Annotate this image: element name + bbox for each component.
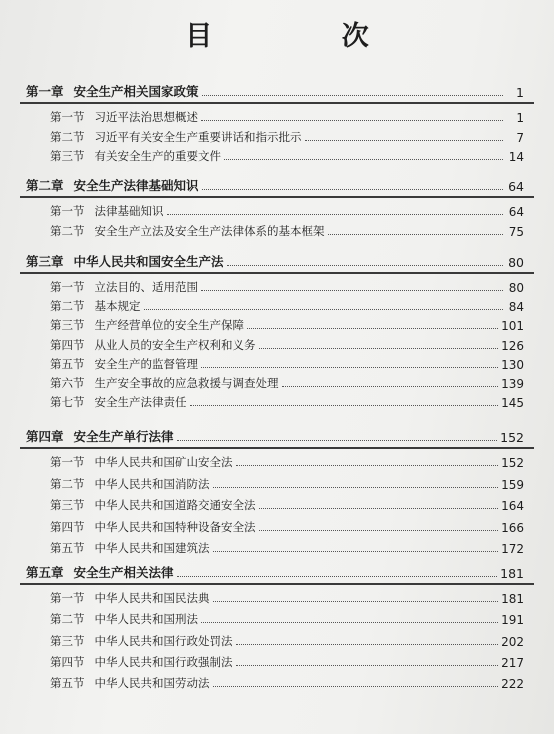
page-number: 152 <box>501 456 524 470</box>
page-number: 164 <box>501 499 524 513</box>
dot-leader <box>177 576 498 577</box>
dot-leader <box>328 234 504 235</box>
section-number: 第二节 <box>50 223 85 238</box>
section-title: 法律基础知识 <box>94 204 164 218</box>
section-number: 第七节 <box>50 395 85 410</box>
section-entry <box>50 336 524 353</box>
page-number: 191 <box>501 613 524 628</box>
section-entry <box>50 453 524 470</box>
section-entry <box>50 589 524 606</box>
section-title: 中华人民共和国矿山安全法 <box>94 455 233 469</box>
section-number: 第五节 <box>50 356 85 371</box>
section-number: 第二节 <box>50 129 85 144</box>
section-title: 基本规定 <box>94 299 141 314</box>
section-number: 第三节 <box>50 498 85 512</box>
section-number: 第一节 <box>50 455 85 469</box>
section-title: 安全生产立法及安全生产法律体系的基本框架 <box>94 223 325 238</box>
section-number: 第六节 <box>50 376 85 390</box>
dot-leader <box>227 265 503 266</box>
dot-leader <box>213 686 499 687</box>
page-number: 159 <box>501 477 524 492</box>
section-number: 第二节 <box>50 612 85 627</box>
page-number: 217 <box>501 655 524 670</box>
section-number: 第三节 <box>50 149 85 164</box>
chapter-divider <box>20 447 534 449</box>
section-number: 第一节 <box>50 591 85 605</box>
page-number: 181 <box>501 592 524 606</box>
page-number: 145 <box>501 396 524 411</box>
section-title: 安全生产的监督管理 <box>94 356 198 371</box>
dot-leader <box>202 189 503 190</box>
dot-leader <box>236 644 499 645</box>
chapter-divider <box>20 583 534 585</box>
chapter-entry <box>26 172 524 194</box>
chapter-entry <box>26 248 524 270</box>
dot-leader <box>201 120 503 121</box>
section-title: 习近平法治思想概述 <box>94 110 198 124</box>
dot-leader <box>144 309 504 310</box>
page-number: 64 <box>508 205 524 219</box>
chapter-divider <box>20 196 534 198</box>
section-title: 中华人民共和国民法典 <box>94 591 210 605</box>
page-number: 64 <box>508 179 524 194</box>
dot-leader <box>224 159 503 160</box>
section-number: 第三节 <box>50 633 85 648</box>
dot-leader <box>259 348 499 349</box>
dot-leader <box>167 214 504 215</box>
chapter-number: 第四章 <box>26 429 64 444</box>
section-number: 第四节 <box>50 519 85 534</box>
dot-leader <box>177 440 498 441</box>
page-number: 1 <box>516 85 524 100</box>
section-entry <box>50 632 524 649</box>
section-title: 安全生产法律责任 <box>94 395 187 410</box>
chapter-title: 中华人民共和国安全生产法 <box>73 254 224 269</box>
section-entry <box>50 653 524 670</box>
section-title: 中华人民共和国刑法 <box>94 612 198 627</box>
section-entry <box>50 374 524 391</box>
section-title: 生产经营单位的安全生产保障 <box>94 318 244 333</box>
section-title: 生产安全事故的应急救援与调查处理 <box>94 376 279 390</box>
chapter-number: 第二章 <box>26 178 64 193</box>
section-entry <box>50 108 524 125</box>
chapter-number: 第五章 <box>26 565 64 580</box>
page-number: 172 <box>501 542 524 556</box>
section-title: 中华人民共和国劳动法 <box>94 676 210 691</box>
dot-leader <box>282 386 499 387</box>
page-number: 202 <box>501 634 524 649</box>
page-number: 139 <box>501 377 524 391</box>
section-entry <box>50 674 524 691</box>
section-title: 中华人民共和国消防法 <box>94 476 210 491</box>
section-title: 中华人民共和国道路交通安全法 <box>94 498 256 512</box>
dot-leader <box>305 140 504 141</box>
chapter-number: 第三章 <box>26 254 64 269</box>
dot-leader <box>213 551 499 552</box>
chapter-divider <box>20 102 534 104</box>
page-number: 75 <box>508 224 524 239</box>
page-number: 166 <box>501 520 524 535</box>
page-number: 152 <box>500 430 524 445</box>
chapter-title: 安全生产相关法律 <box>73 565 174 580</box>
section-entry <box>50 610 524 627</box>
page-number: 84 <box>508 300 524 315</box>
dot-leader <box>236 665 499 666</box>
page-number: 80 <box>508 281 524 295</box>
page-number: 181 <box>500 566 524 581</box>
chapter-title: 安全生产单行法律 <box>73 429 174 444</box>
section-title: 有关安全生产的重要文件 <box>94 149 221 164</box>
section-number: 第一节 <box>50 280 85 294</box>
section-entry <box>50 393 524 410</box>
dot-leader <box>201 290 503 291</box>
section-title: 中华人民共和国特种设备安全法 <box>94 519 256 534</box>
section-number: 第二节 <box>50 299 85 314</box>
dot-leader <box>201 622 498 623</box>
page-number: 7 <box>516 130 524 145</box>
dot-leader <box>190 405 499 406</box>
section-number: 第四节 <box>50 654 85 669</box>
dot-leader <box>259 530 499 531</box>
section-entry <box>50 202 524 219</box>
chapter-entry <box>26 423 524 445</box>
page-number: 126 <box>501 338 524 353</box>
page-number: 130 <box>501 357 524 372</box>
dot-leader <box>201 367 498 368</box>
chapter-title: 安全生产法律基础知识 <box>73 178 199 193</box>
page-number: 80 <box>508 255 524 270</box>
page-number: 222 <box>501 677 524 692</box>
section-entry <box>50 297 524 314</box>
chapter-entry <box>26 78 524 100</box>
section-entry <box>50 222 524 239</box>
section-entry <box>50 355 524 372</box>
section-number: 第五节 <box>50 541 85 555</box>
section-entry <box>50 147 524 164</box>
section-entry <box>50 496 524 513</box>
section-number: 第三节 <box>50 318 85 333</box>
page-number: 101 <box>501 319 524 334</box>
section-number: 第五节 <box>50 676 85 691</box>
section-entry <box>50 278 524 295</box>
dot-leader <box>213 487 499 488</box>
section-number: 第二节 <box>50 476 85 491</box>
section-entry <box>50 316 524 333</box>
section-number: 第四节 <box>50 337 85 352</box>
dot-leader <box>259 508 499 509</box>
dot-leader <box>213 601 499 602</box>
dot-leader <box>247 328 498 329</box>
dot-leader <box>236 465 499 466</box>
section-title: 习近平有关安全生产重要讲话和指示批示 <box>94 129 302 144</box>
section-entry <box>50 128 524 145</box>
chapter-number: 第一章 <box>26 84 64 99</box>
section-entry <box>50 475 524 492</box>
dot-leader <box>202 95 503 96</box>
chapter-entry <box>26 559 524 581</box>
section-number: 第一节 <box>50 204 85 218</box>
section-entry <box>50 539 524 556</box>
section-title: 中华人民共和国建筑法 <box>94 541 210 555</box>
section-title: 立法目的、适用范围 <box>94 280 198 294</box>
chapter-title: 安全生产相关国家政策 <box>73 84 199 99</box>
page-title: 目 次 <box>185 21 429 52</box>
section-title: 中华人民共和国行政处罚法 <box>94 633 233 648</box>
page-number: 14 <box>508 150 524 165</box>
page-number: 1 <box>516 111 524 125</box>
section-number: 第一节 <box>50 110 85 124</box>
chapter-divider <box>20 272 534 274</box>
section-title: 从业人员的安全生产权利和义务 <box>94 337 256 352</box>
section-entry <box>50 518 524 535</box>
section-title: 中华人民共和国行政强制法 <box>94 654 233 669</box>
